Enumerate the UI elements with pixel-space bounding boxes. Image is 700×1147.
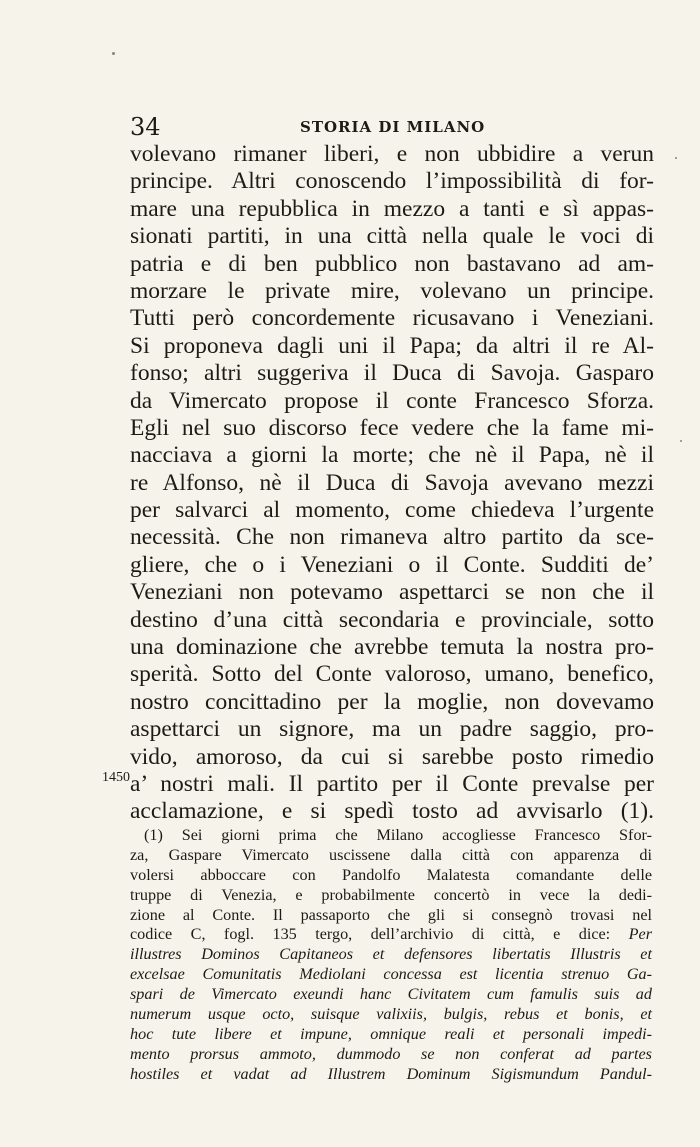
footnote-line bbox=[130, 866, 652, 886]
footnote-text: truppe di Venezia, e probabilmente concertò in vece la dedi- bbox=[130, 885, 652, 904]
text-line: destino d’una città secondaria e provinciale, sotto bbox=[130, 606, 654, 633]
margin-year-note: 1450 bbox=[102, 770, 130, 785]
text-line: Veneziani non potevamo aspettarci se non che il bbox=[130, 579, 654, 606]
text-line: nacciava a giorni la morte; che nè il Papa, nè il bbox=[130, 442, 654, 469]
footnote-latin-text: hostiles et vadat ad Illustrem Dominum Sigismundum Pandul- bbox=[130, 1064, 652, 1083]
footnote-latin-text: numerum usque octo, suisque valixiis, bulgis, rebus et bonis, et bbox=[130, 1005, 652, 1024]
text-line: gliere, che o i Veneziani o il Conte. Sudditi de’ bbox=[130, 551, 654, 578]
footnote-latin-text: mento prorsus ammoto, dummodo se non conferat ad partes bbox=[130, 1044, 652, 1063]
main-text bbox=[130, 141, 654, 826]
running-head: STORIA DI MILANO bbox=[300, 118, 486, 136]
footnote-line bbox=[130, 1025, 652, 1045]
text-line: acclamazione, e si spedì tosto ad avvisarlo (1). bbox=[130, 798, 654, 825]
text-line: da Vimercato propose il conte Francesco Sforza. bbox=[130, 387, 654, 414]
text-line: volevano rimaner liberi, e non ubbidire a verun bbox=[130, 141, 654, 167]
text-line: Si proponeva dagli uni il Papa; da altri il re Al- bbox=[130, 332, 654, 359]
text-line: re Alfonso, nè il Duca di Savoja avevano mezzi bbox=[130, 469, 654, 496]
paper-speck bbox=[675, 157, 677, 159]
footnote-line bbox=[130, 965, 652, 985]
footnote-text: volersi abboccare con Pandolfo Malatesta comandante delle bbox=[130, 865, 652, 884]
footnote-text: (1) Sei giorni prima che Milano accogliesse Francesco Sfor- bbox=[144, 826, 652, 844]
text-line: aspettarci un signore, ma un padre saggio, pro- bbox=[130, 716, 654, 743]
text-line: fonso; altri suggeriva il Duca di Savoja. Gasparo bbox=[130, 360, 654, 387]
paper-speck bbox=[680, 440, 682, 442]
text-line: Tutti però concordemente ricusavano i Veneziani. bbox=[130, 305, 654, 332]
text-line: una dominazione che avrebbe temuta la nostra pro- bbox=[130, 634, 654, 661]
footnote-text: codice C, fogl. 135 tergo, dell’archivio di città, e dice: bbox=[130, 925, 629, 944]
text-line: necessità. Che non rimaneva altro partito da sce- bbox=[130, 524, 654, 551]
footnote-line bbox=[130, 945, 652, 965]
footnote-text: zione al Conte. Il passaporto che gli si consegnò trovasi nel bbox=[130, 905, 652, 924]
text-line: sperità. Sotto del Conte valoroso, umano, benefico, bbox=[130, 661, 654, 688]
footnote-latin-text: spari de Vimercato exeundi hanc Civitatem cum famulis suis ad bbox=[130, 985, 652, 1004]
footnote-text: za, Gaspare Vimercato uscissene dalla città con apparenza di bbox=[130, 845, 652, 864]
text-line: morzare le private mire, volevano un principe. bbox=[130, 277, 654, 304]
text-line: per salvarci al momento, come chiedeva l’urgente bbox=[130, 497, 654, 524]
footnote-line bbox=[130, 826, 652, 846]
text-line: principe. Altri conoscendo l’impossibilità di for- bbox=[130, 168, 654, 195]
text-line: nostro concittadino per la moglie, non dovevamo bbox=[130, 688, 654, 715]
footnote-latin-text: hoc tute libere et impune, omnique reali et personali impedi- bbox=[130, 1024, 652, 1043]
text-line: vido, amoroso, da cui si sarebbe posto rimedio bbox=[130, 743, 654, 770]
footnote-line bbox=[130, 1005, 652, 1025]
footnote-latin-text: illustres Dominos Capitaneos et defensores libertatis Illustris et bbox=[130, 945, 652, 964]
footnote-line bbox=[130, 886, 652, 906]
text-line: mare una repubblica in mezzo a tanti e sì appas- bbox=[130, 195, 654, 222]
text-line: a’ nostri mali. Il partito per il Conte prevalse per bbox=[130, 770, 654, 797]
page-number: 34 bbox=[130, 113, 161, 141]
paper-speck bbox=[112, 52, 115, 55]
text-line: sionati partiti, in una città nella quale le voci di bbox=[130, 223, 654, 250]
footnote-latin-text: excelsae Comunitatis Mediolani concessa est licentia strenuo Ga- bbox=[130, 965, 652, 984]
text-line: Egli nel suo discorso fece vedere che la fame mi- bbox=[130, 414, 654, 441]
footnote-line bbox=[130, 1045, 652, 1065]
footnote-line bbox=[130, 906, 652, 926]
footnote-latin-text: Per bbox=[628, 925, 652, 944]
footnote-line bbox=[130, 846, 652, 866]
footnote-line bbox=[130, 1065, 652, 1085]
text-line: patria e di ben pubblico non bastavano ad am- bbox=[130, 250, 654, 277]
footnote-line bbox=[130, 985, 652, 1005]
footnote bbox=[130, 826, 652, 1085]
page-header bbox=[130, 112, 654, 142]
footnote-line bbox=[130, 925, 652, 945]
